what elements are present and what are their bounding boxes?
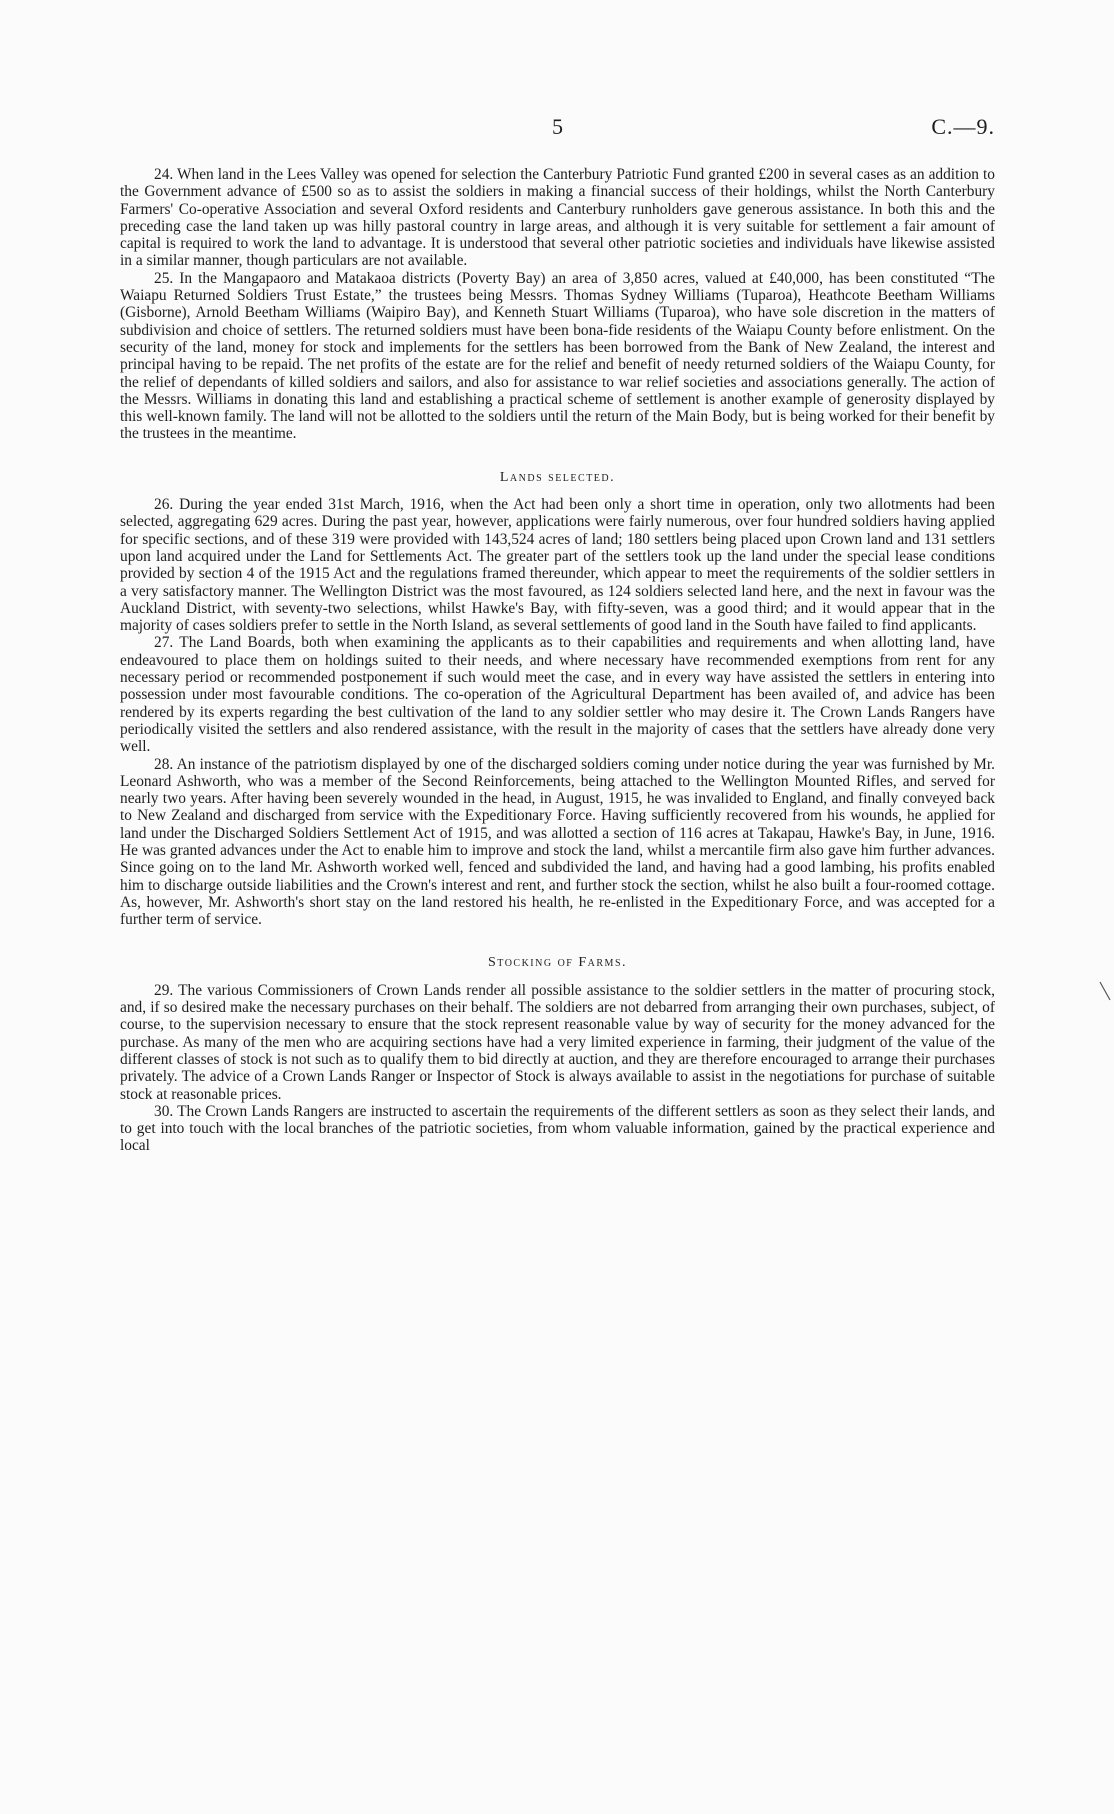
paragraph-25: 25. In the Mangapaoro and Matakaoa districts (Poverty Bay) an area of 3,850 acres, valued at £40,000, has been constituted “The Waiapu Returned Soldiers Trust Estate,” the trustees being Messrs. Thomas Sydney Williams (Tuparoa), Heathcote Beetham Williams (Gisborne), Arnold Beetham Williams (Waipiro Bay), and Kenneth Stuart Williams (Tuparoa), who have sole discretion in the matters of subdivision and choice of settlers. The returned soldiers must have been bona-fide residents of the Waiapu County before enlistment. On the security of the land, money for stock and implements for the settlers has been borrowed from the Bank of New Zealand, the interest and principal having to be repaid. The net profits of the estate are for the relief and benefit of needy returned soldiers of the Waiapu County, for the relief of dependants of killed soldiers and sailors, and also for assistance to war relief societies and associations generally. The action of the Messrs. Williams in donating this land and establishing a practical scheme of settlement is another example of generosity displayed by this well-known family. The land will not be allotted to the soldiers until the return of the Main Body, but is being worked for their benefit by the trustees in the meantime.: [120, 269, 995, 443]
paragraph-28: 28. An instance of the patriotism displayed by one of the discharged soldiers coming under notice during the year was furnished by Mr. Leonard Ashworth, who was a member of the Second Reinforcements, being attached to the Wellington Mounted Rifles, and served for nearly two years. After having been severely wounded in the head, in August, 1915, he was invalided to England, and finally conveyed back to New Zealand and discharged from service with the Expeditionary Force. Having sufficiently recovered from his wounds, he applied for land under the Discharged Soldiers Settlement Act of 1915, and was allotted a section of 116 acres at Takapau, Hawke's Bay, in June, 1916. He was granted advances under the Act to enable him to improve and stock the land, whilst a mercantile firm also gave him further advances. Since going on to the land Mr. Ashworth worked well, fenced and subdivided the land, and having had a good lambing, his profits enabled him to discharge outside liabilities and the Crown's interest and rent, and further stock the section, whilst he also built a four-roomed cottage. As, however, Mr. Ashworth's short stay on the land restored his health, he re-enlisted in the Expeditionary Force, and was accepted for a further term of service.: [120, 755, 995, 929]
section-stocking-of-farms: [120, 954, 995, 1154]
paragraph-30: 30. The Crown Lands Rangers are instructed to ascertain the requirements of the different settlers as soon as they select their lands, and to get into touch with the local branches of the patriotic societies, from whom valuable information, gained by the practical experience and local: [120, 1102, 995, 1155]
section-heading-lands-selected: Lands selected.: [499, 469, 616, 485]
section-lands-selected: [120, 469, 995, 929]
document-body: [120, 166, 995, 1155]
margin-scan-mark: [1098, 980, 1112, 1002]
section-intro: [120, 166, 995, 443]
page-header: [120, 114, 995, 146]
page-number: 5: [552, 114, 563, 139]
paragraph-29: 29. The various Commissioners of Crown Lands render all possible assistance to the soldier settlers in the matter of procuring stock, and, if so desired make the necessary purchases on their behalf. The soldiers are not debarred from arranging their own purchases, subject, of course, to the supervision necessary to ensure that the stock represent reasonable value by way of security for the money advanced for the purchase. As many of the men who are acquiring sections have had a very limited experience in farming, their judgment of the value of the different classes of stock is not such as to qualify them to bid directly at auction, and they are therefore encouraged to arrange their purchases privately. The advice of a Crown Lands Ranger or Inspector of Stock is always available to assist in the negotiations for purchase of suitable stock at reasonable prices.: [120, 981, 995, 1103]
scan-artifact-icon: [1098, 980, 1112, 1002]
paragraph-24: 24. When land in the Lees Valley was opened for selection the Canterbury Patriotic Fund granted £200 in several cases as an addition to the Government advance of £500 so as to assist the soldiers in making a financial success of their holdings, whilst the North Canterbury Farmers' Co-operative Association and several Oxford residents and Canterbury runholders gave generous assistance. In both this and the preceding case the land taken up was hilly pastoral country in large areas, and although it is very suitable for settlement a fair amount of capital is required to work the land to advantage. It is understood that several other patriotic societies and individuals have likewise assisted in a similar manner, though particulars are not available.: [120, 166, 995, 270]
paragraph-26: 26. During the year ended 31st March, 1916, when the Act had been only a short time in operation, only two allotments had been selected, aggregating 629 acres. During the past year, however, applications were fairly numerous, over four hundred soldiers having applied for specific sections, and of these 319 were provided with 143,524 acres of land; 180 settlers being placed upon Crown land and 131 settlers upon land acquired under the Land for Settlements Act. The greater part of the settlers took up the land under the special lease conditions provided by section 4 of the 1915 Act and the regulations framed thereunder, which appear to meet the requirements of the soldier settlers in a very satisfactory manner. The Wellington District was the most favoured, as 124 soldiers selected land here, and the next in favour was the Auckland District, with seventy-two selections, whilst Hawke's Bay, with fifty-seven, was a good third; and it would appear that in the majority of cases soldiers prefer to settle in the North Island, as several settlements of good land in the South have failed to find applicants.: [120, 496, 995, 635]
paragraph-27: 27. The Land Boards, both when examining the applicants as to their capabilities and requirements and when allotting land, have endeavoured to place them on holdings suited to their needs, and where necessary have recommended exemptions from rent for any necessary period or recommended postponement if such would meet the case, and in every way have assisted the settlers in entering into possession under most favourable conditions. The co-operation of the Agricultural Department has been availed of, and advice has been rendered by its experts regarding the best cultivation of the land to any soldier settler who may desire it. The Crown Lands Rangers have periodically visited the settlers and also rendered assistance, with the result in the majority of cases that the settlers have already done very well.: [120, 634, 995, 756]
section-heading-stocking-of-farms: Stocking of Farms.: [487, 955, 627, 971]
paper-code: C.—9.: [931, 114, 995, 139]
